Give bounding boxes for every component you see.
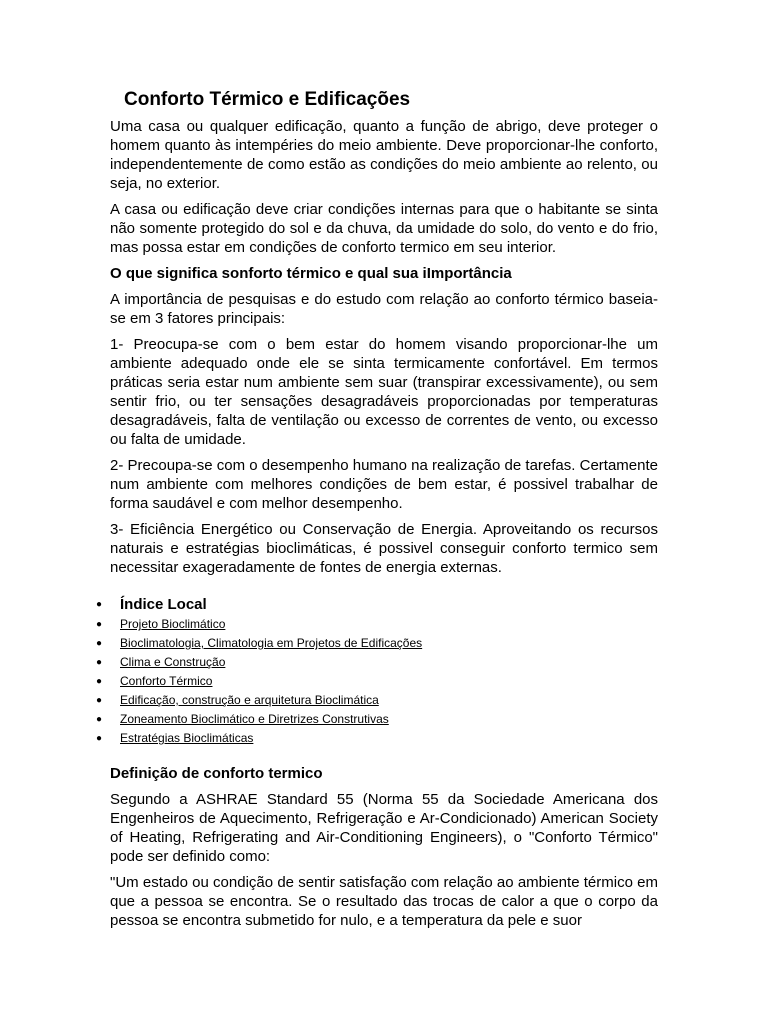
- intro-paragraph-2: A casa ou edificação deve criar condições internas para que o habitante se sinta não somente protegido do sol e da chuva, da umidade do solo, do vento e do frio, mas possa estar em condições de conforto termico em seu interior.: [110, 201, 658, 256]
- definition-paragraph-1: Segundo a ASHRAE Standard 55 (Norma 55 da Sociedade Americana dos Engenheiros de Aquecimento, Refrigeração e Ar-Condicionado) American Society of Heating, Refrigerating and Air-Conditioning Engineers), o "Conforto Térmico" pode ser definido como:: [110, 791, 658, 865]
- importance-factor-2: 2- Precoupa-se com o desempenho humano na realização de tarefas. Certamente num ambiente com melhores condições de bem estar, é possivel trabalhar de forma saudável e com melhor desempenho.: [110, 457, 658, 512]
- index-item: [96, 634, 658, 653]
- section-heading-definition: Definição de conforto termico: [110, 765, 323, 782]
- index-item: [96, 653, 658, 672]
- importance-factor-3: 3- Eficiência Energético ou Conservação de Energia. Aproveitando os recursos naturais e estratégias bioclimáticas, é possivel conseguir conforto termico sem necessitar exageradamente de fontes de energia externas.: [110, 521, 658, 576]
- section-heading-importance: O que significa sonforto térmico e qual sua iImportância: [110, 265, 512, 282]
- page-title: Conforto Térmico e Edificações: [124, 89, 411, 110]
- local-index-heading: ● Índice Local: [96, 594, 658, 615]
- definition-quote: "Um estado ou condição de sentir satisfação com relação ao ambiente térmico em que a pessoa se encontra. Se o resultado das trocas de calor a que o corpo da pessoa se encontra submetido for nulo, e a temperatura da pele e suor: [110, 874, 658, 929]
- index-item: [96, 710, 658, 729]
- index-item: [96, 615, 658, 634]
- index-link-conforto-termico[interactable]: Conforto Térmico: [120, 674, 213, 688]
- importance-factor-1: 1- Preocupa-se com o bem estar do homem visando proporcionar-lhe um ambiente adequado onde ele se sinta termicamente confortável. Em termos práticas seria estar num ambiente sem suar (transpirar excessivamente), ou sem sentir frio, ou ter sensações desagradáveis proporcionadas por temperaturas desagradáveis, falta de ventilação ou excesso de correntes de vento, ou excesso ou falta de umidade.: [110, 336, 658, 448]
- index-link-projeto-bioclimatico[interactable]: Projeto Bioclimático: [120, 617, 226, 631]
- index-link-edificacao-construcao[interactable]: Edificação, construção e arquitetura Bioclimática: [120, 693, 379, 707]
- index-link-zoneamento[interactable]: Zoneamento Bioclimático e Diretrizes Construtivas: [120, 712, 389, 726]
- index-item: [96, 672, 658, 691]
- index-link-bioclimatologia[interactable]: Bioclimatologia, Climatologia em Projetos de Edificações: [120, 636, 423, 650]
- intro-paragraph-1: Uma casa ou qualquer edificação, quanto a função de abrigo, deve proteger o homem quanto às intempéries do meio ambiente. Deve proporcionar-lhe conforto, independentemente de como estão as condições do meio ambiente ao relento, ou seja, no exterior.: [110, 118, 658, 192]
- index-link-estrategias[interactable]: Estratégias Bioclimáticas: [120, 731, 254, 745]
- index-link-clima-construcao[interactable]: Clima e Construção: [120, 655, 226, 669]
- importance-paragraph-intro: A importância de pesquisas e do estudo com relação ao conforto térmico baseia-se em 3 fatores principais:: [110, 291, 658, 327]
- index-item: [96, 729, 658, 748]
- local-index-list: [96, 594, 658, 748]
- index-item: [96, 691, 658, 710]
